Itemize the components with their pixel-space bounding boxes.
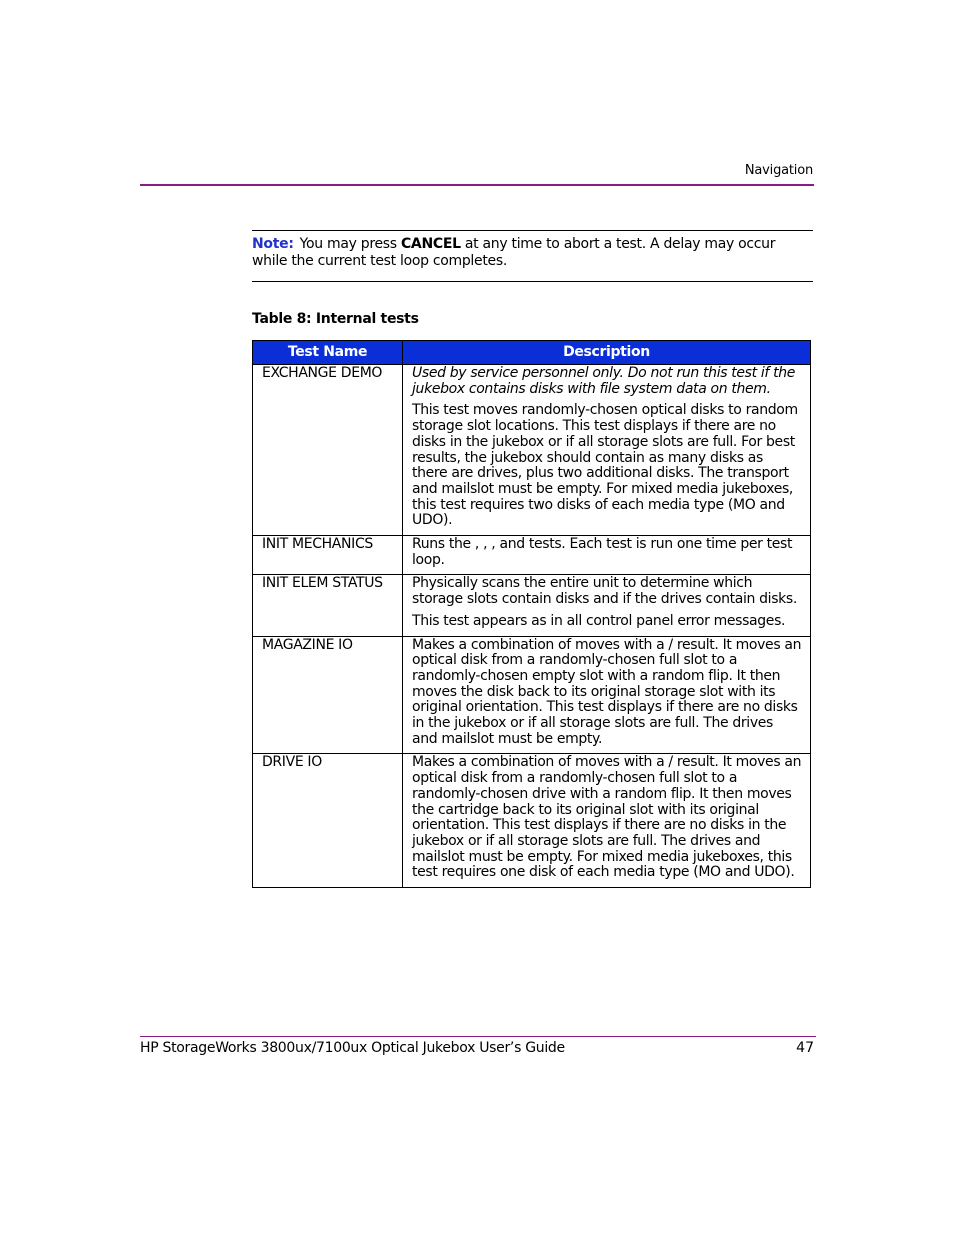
test-name-cell: INIT ELEM STATUS [253,575,403,636]
internal-tests-table [252,340,811,888]
test-name-cell: MAGAZINE IO [253,636,403,754]
column-header-description: Description [403,341,811,365]
note-text-before: You may press [299,236,401,252]
table-row [253,536,811,575]
description-cell [403,754,811,888]
description-cell [403,636,811,754]
table-row [253,365,811,536]
table-row [253,636,811,754]
description-cell [403,575,811,636]
footer-rule [140,1036,816,1037]
note-label: Note: [252,236,294,252]
description-cell [403,365,811,536]
column-header-test-name: Test Name [253,341,403,365]
table-row [253,575,811,636]
note-cancel-keyword: CANCEL [400,236,461,252]
warning-text: Used by service personnel only. Do not run this test if the jukebox contains disks with file system data on them. [412,365,796,397]
header-rule [140,184,814,186]
table-header-row [253,341,811,365]
footer-guide-title: HP StorageWorks 3800ux/7100ux Optical Jukebox User’s Guide [140,1040,565,1056]
test-name-cell: DRIVE IO [253,754,403,888]
table-row [253,754,811,888]
description-cell [403,536,811,575]
test-name-cell: EXCHANGE DEMO [253,365,403,536]
page-number: 47 [796,1040,814,1056]
description-text: This test moves randomly-chosen optical disks to random storage slot locations. This test displays if there are no disks in the jukebox or if all storage slots are full. For best results, the jukebox should contain as many disks as there are drives, plus two additional disks. The transport and mailslot must be empty. For mixed media jukeboxes, this test requires two disks of each media type (MO and UDO). [412,402,798,529]
description-text: Runs the , , , and tests. Each test is run one time per test loop. [412,536,793,568]
test-name-cell: INIT MECHANICS [253,536,403,575]
description-text: Makes a combination of moves with a / result. It moves an optical disk from a randomly-chosen full slot to a randomly-chosen empty slot with a random flip. It then moves the disk back to its original storage slot with its original orientation. This test displays if there are no disks in the jukebox or if all storage slots are full. The drives and mailslot must be empty. [412,636,802,747]
running-header: Navigation [744,163,813,178]
note-box [252,230,813,282]
note-text-after: at any time to abort a test. A delay may occur while the current test loop completes. [252,236,776,269]
description-text: Physically scans the entire unit to determine which storage slots contain disks and if the drives contain disks. [412,575,797,608]
description-text: Makes a combination of moves with a / result. It moves an optical disk from a randomly-chosen full slot to a randomly-chosen drive with a random flip. It then moves the cartridge back to its original slot with its original orientation. This test displays if there are no disks in the jukebox or if all storage slots are full. The drives and mailslot must be empty. For mixed media jukeboxes, this test requires one disk of each media type (MO and UDO). [412,754,802,881]
description-text: This test appears as in all control panel error messages. [412,612,786,629]
table-caption: Table 8: Internal tests [252,311,419,327]
